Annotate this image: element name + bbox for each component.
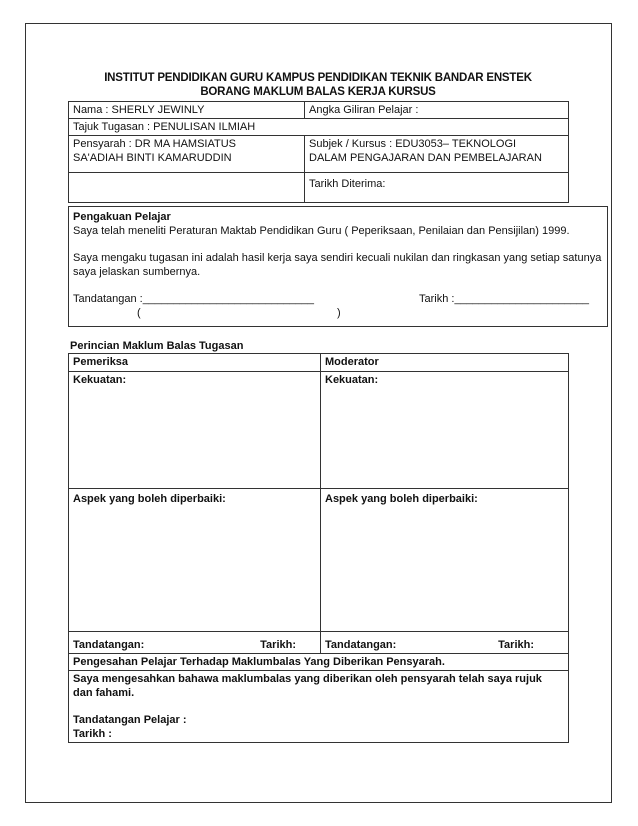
empty-cell [69, 173, 305, 203]
kekuatan-pemeriksa: Kekuatan: [69, 372, 321, 489]
aspek-pemeriksa: Aspek yang boleh diperbaiki: [69, 489, 321, 632]
moderator-sign-cell [321, 632, 569, 654]
aspek-moderator: Aspek yang boleh diperbaiki: [321, 489, 569, 632]
subjek-line2: DALAM PENGAJARAN DAN PEMBELAJARAN [309, 152, 542, 164]
pemeriksa-tarikh: Tarikh: [260, 639, 296, 651]
pensyarah-line1: Pensyarah : DR MA HAMSIATUS [73, 138, 237, 150]
pemeriksa-tandatangan: Tandatangan: [73, 639, 145, 651]
feedback-table [68, 353, 569, 743]
nama-field: Nama : SHERLY JEWINLY [69, 102, 305, 119]
pengesahan-cell [69, 671, 569, 743]
tajuk-field: Tajuk Tugasan : PENULISAN ILMIAH [69, 119, 569, 136]
student-info-table [68, 101, 569, 203]
pengakuan-para1: Saya telah meneliti Peraturan Maktab Pendidikan Guru ( Peperiksaan, Penilaian dan Pensijilan) 1999. [73, 225, 570, 237]
tandatangan-pelajar: Tandatangan Pelajar : [73, 714, 187, 726]
tarikh-diterima-field: Tarikh Diterima: [305, 173, 569, 203]
angka-giliran-field: Angka Giliran Pelajar : [305, 102, 569, 119]
pengakuan-tandatangan: Tandatangan :____________________________ [73, 293, 315, 305]
moderator-header: Moderator [321, 354, 569, 372]
pengakuan-section [68, 206, 608, 327]
subjek-field [305, 136, 569, 173]
pengesahan-text: Saya mengesahkan bahawa maklumbalas yang diberikan oleh pensyarah telah saya rujuk dan fahami. [73, 673, 542, 699]
pengakuan-tarikh: Tarikh :______________________ [419, 293, 590, 305]
form-title: BORANG MAKLUM BALAS KERJA KURSUS [200, 86, 436, 98]
kekuatan-moderator: Kekuatan: [321, 372, 569, 489]
pemeriksa-header: Pemeriksa [69, 354, 321, 372]
pengesahan-title: Pengesahan Pelajar Terhadap Maklumbalas Yang Diberikan Pensyarah. [69, 654, 569, 671]
institute-title: INSTITUT PENDIDIKAN GURU KAMPUS PENDIDIKAN TEKNIK BANDAR ENSTEK [104, 72, 532, 84]
tarikh-pelajar: Tarikh : [73, 728, 112, 740]
pensyarah-field [69, 136, 305, 173]
moderator-tarikh: Tarikh: [498, 639, 534, 651]
paren-open: ( [137, 307, 141, 319]
perincian-title: Perincian Maklum Balas Tugasan [70, 340, 244, 352]
pengakuan-para2: Saya mengaku tugasan ini adalah hasil kerja saya sendiri kecuali nukilan dan ringkasan yang setiap satunya saya jelaskan sumbernya. [73, 252, 602, 278]
paren-close: ) [337, 307, 341, 319]
pengakuan-title: Pengakuan Pelajar [73, 211, 171, 223]
pengakuan-name-line [73, 306, 603, 320]
pensyarah-line2: SA'ADIAH BINTI KAMARUDDIN [73, 152, 232, 164]
pemeriksa-sign-cell [69, 632, 321, 654]
subjek-line1: Subjek / Kursus : EDU3053– TEKNOLOGI [309, 138, 517, 150]
pengakuan-signature-line [73, 292, 603, 306]
moderator-tandatangan: Tandatangan: [325, 639, 397, 651]
